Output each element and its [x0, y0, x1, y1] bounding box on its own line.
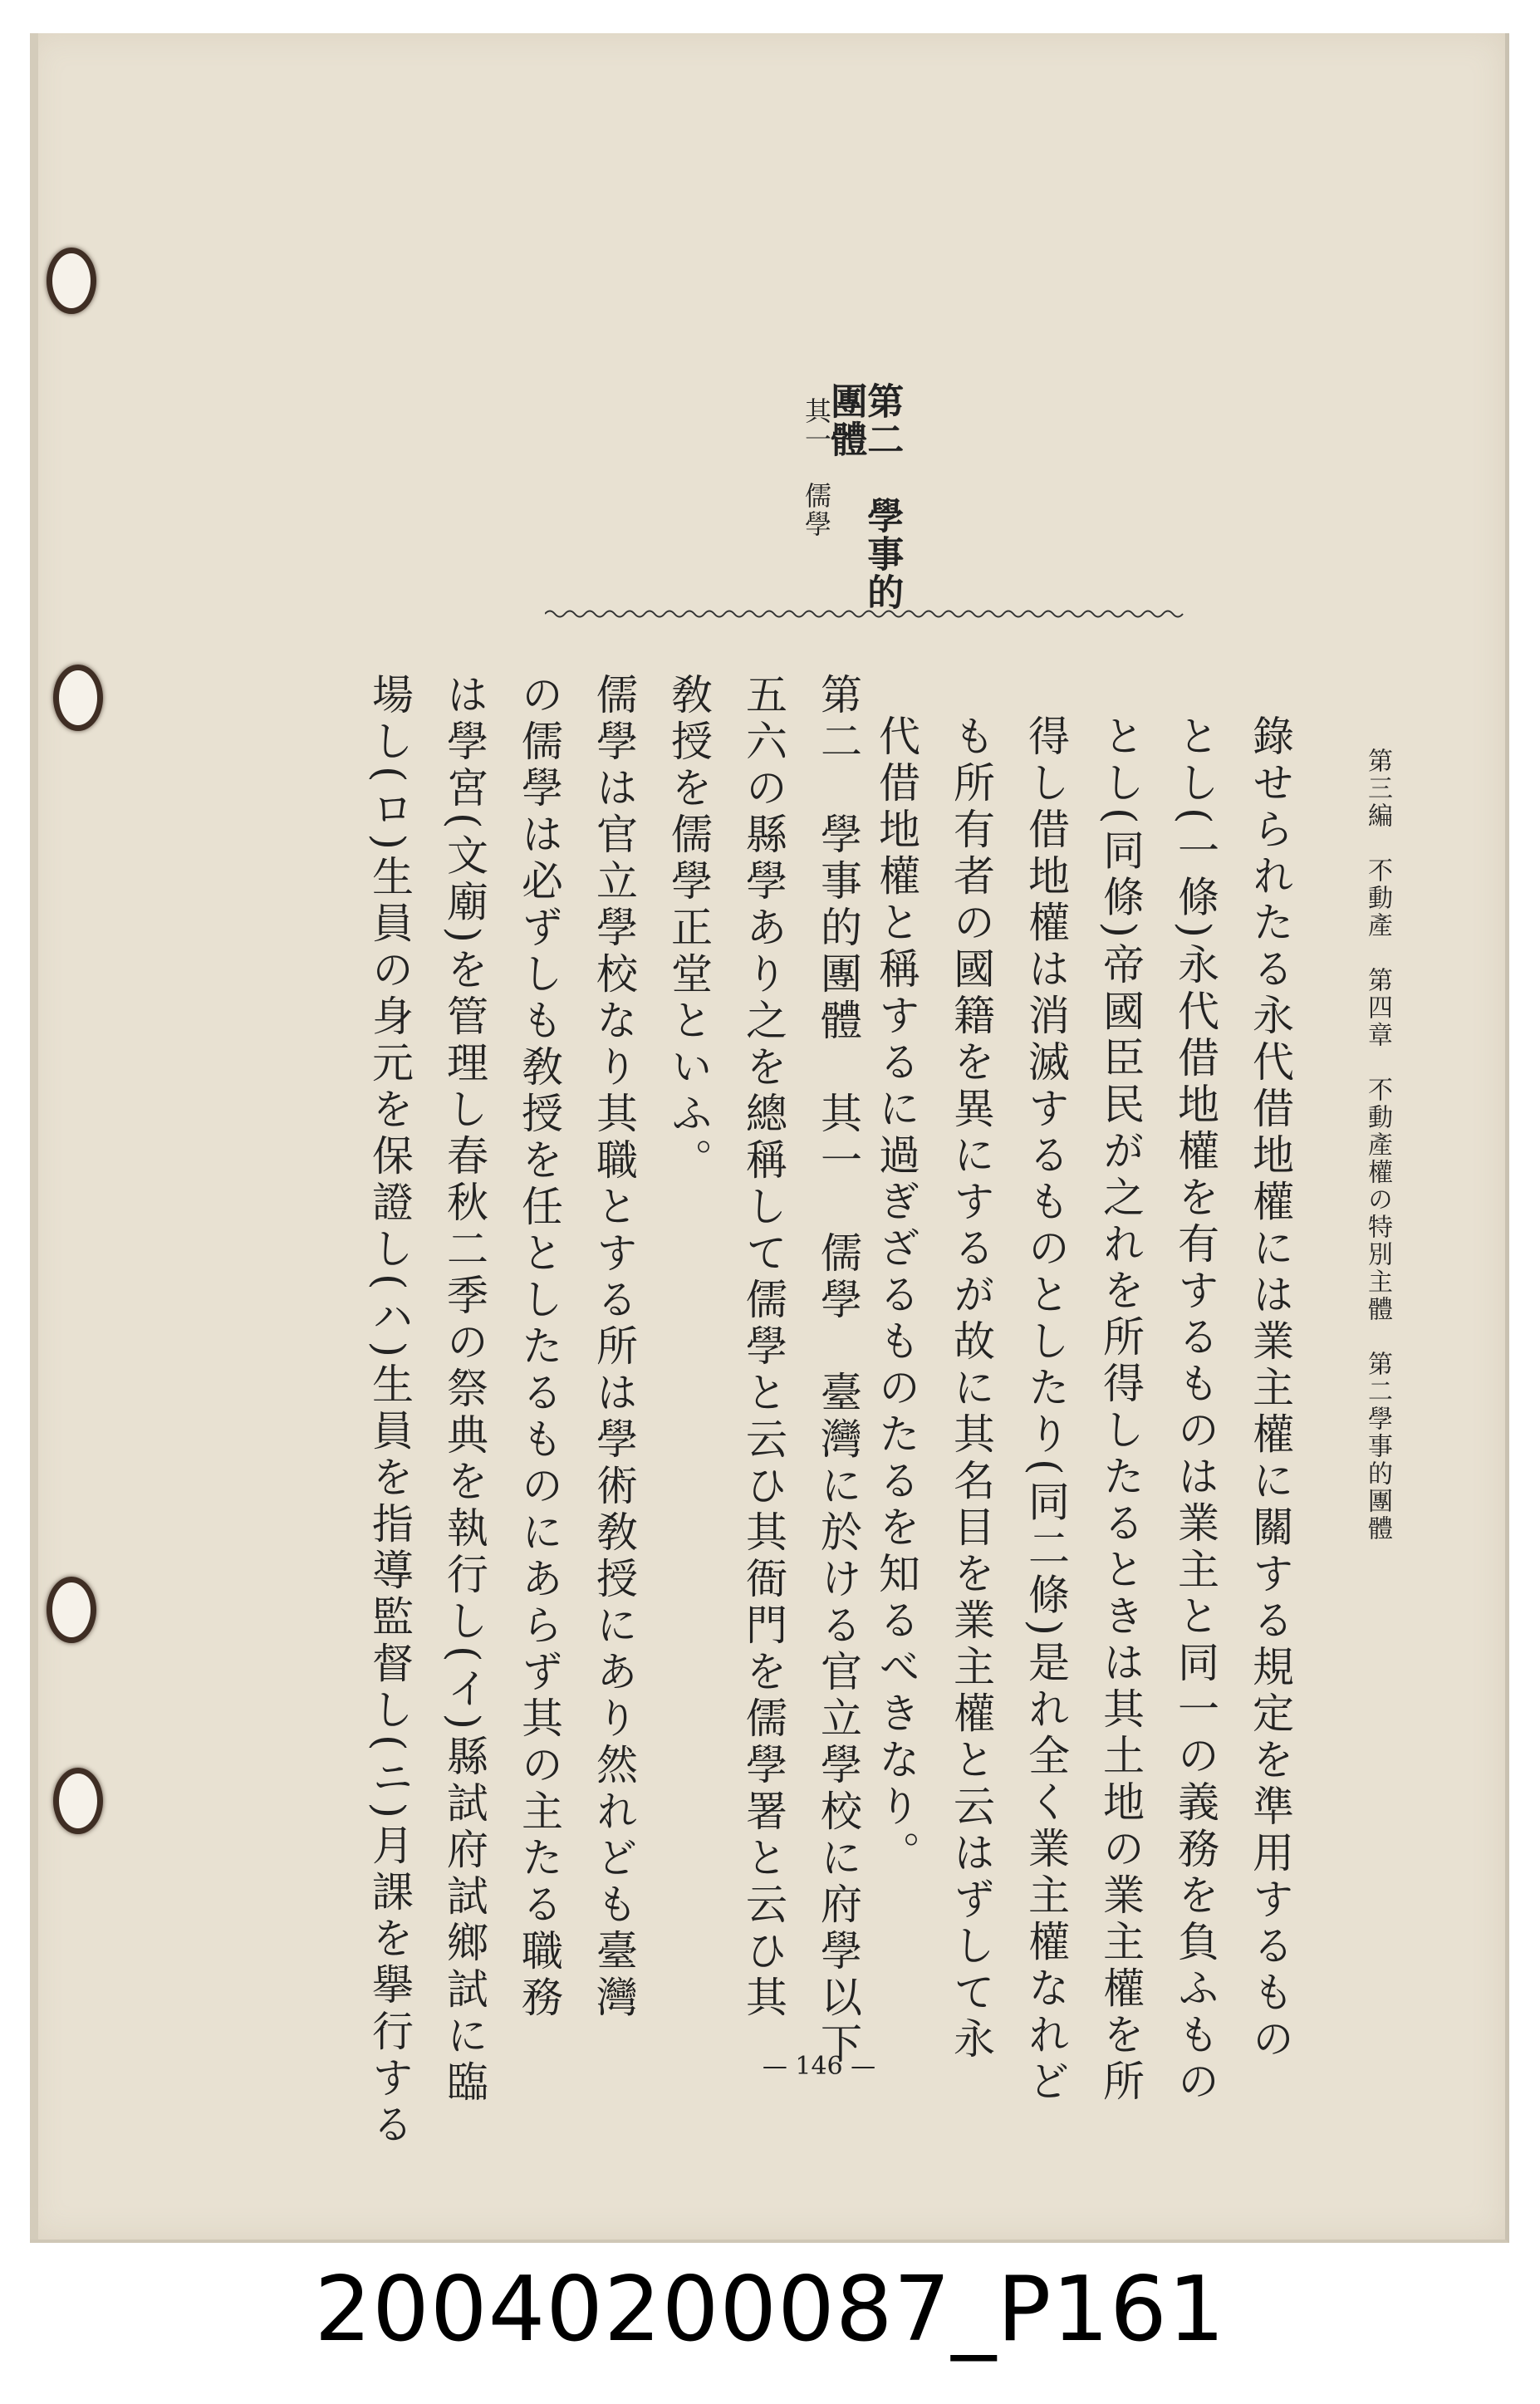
section-title [794, 382, 919, 615]
section-subtitle: 其一 儒學 [801, 397, 832, 538]
binding-hole [47, 1577, 96, 1643]
binding-hole [53, 1768, 103, 1834]
body-line-5: も所有者の國籍を異にするが故に其名目を業主權と云はずして永 [947, 714, 995, 2063]
body-line-4: 得し借地權は消滅するものとしたり(同二條)是れ全く業主權なれど [1022, 714, 1070, 2107]
page-spine [30, 33, 38, 2240]
section-title-line1: 第二 學事的 [861, 382, 904, 611]
binding-hole [47, 248, 96, 314]
body-line-12: は學宮(文廟)を管理し春秋二季の祭典を執行し(イ)縣試府試鄉試に臨 [440, 673, 488, 2107]
body-line-6: 代借地權と稱するに過ぎざるものたるを知るべきなり。 [872, 714, 920, 1877]
binding-hole [53, 665, 103, 731]
body-line-2: とし(一條)永代借地權を有するものは業主と同一の義務を負ふもの [1171, 714, 1219, 2107]
image-caption: 20040200087_P161 [314, 2258, 1226, 2362]
body-line-8: 五六の縣學あり之を總稱して儒學と云ひ其衙門を儒學署と云ひ其 [739, 673, 787, 2022]
section-title-line2: 團體 [824, 382, 867, 459]
running-header: 第三編 不動產 第四章 不動產權の特別主體 第二學事的團體 [1363, 748, 1392, 1543]
body-line-11: の儒學は必ずしも敎授を任としたるものにあらず其の主たる職務 [515, 673, 563, 2022]
body-line-9: 敎授を儒學正堂といふ。 [665, 673, 713, 1185]
body-line-3: とし(同條)帝國臣民が之れを所得したるときは其土地の業主權を所 [1096, 714, 1145, 2107]
body-line-7: 第二 學事的團體 其一 儒學 臺灣に於ける官立學校に府學以下 [814, 673, 862, 2068]
document-page [30, 33, 1509, 2243]
wavy-divider [545, 606, 1184, 621]
body-line-1: 錄せられたる永代借地權には業主權に關する規定を準用するもの [1246, 714, 1294, 2063]
body-line-10: 儒學は官立學校なり其職とする所は學術敎授にあり然れども臺灣 [590, 673, 638, 2022]
body-line-13: 場し(ロ)生員の身元を保證し(ハ)生員を指導監督し(ニ)月課を擧行する [365, 673, 414, 2150]
page-number: — 146 — [762, 2052, 876, 2081]
